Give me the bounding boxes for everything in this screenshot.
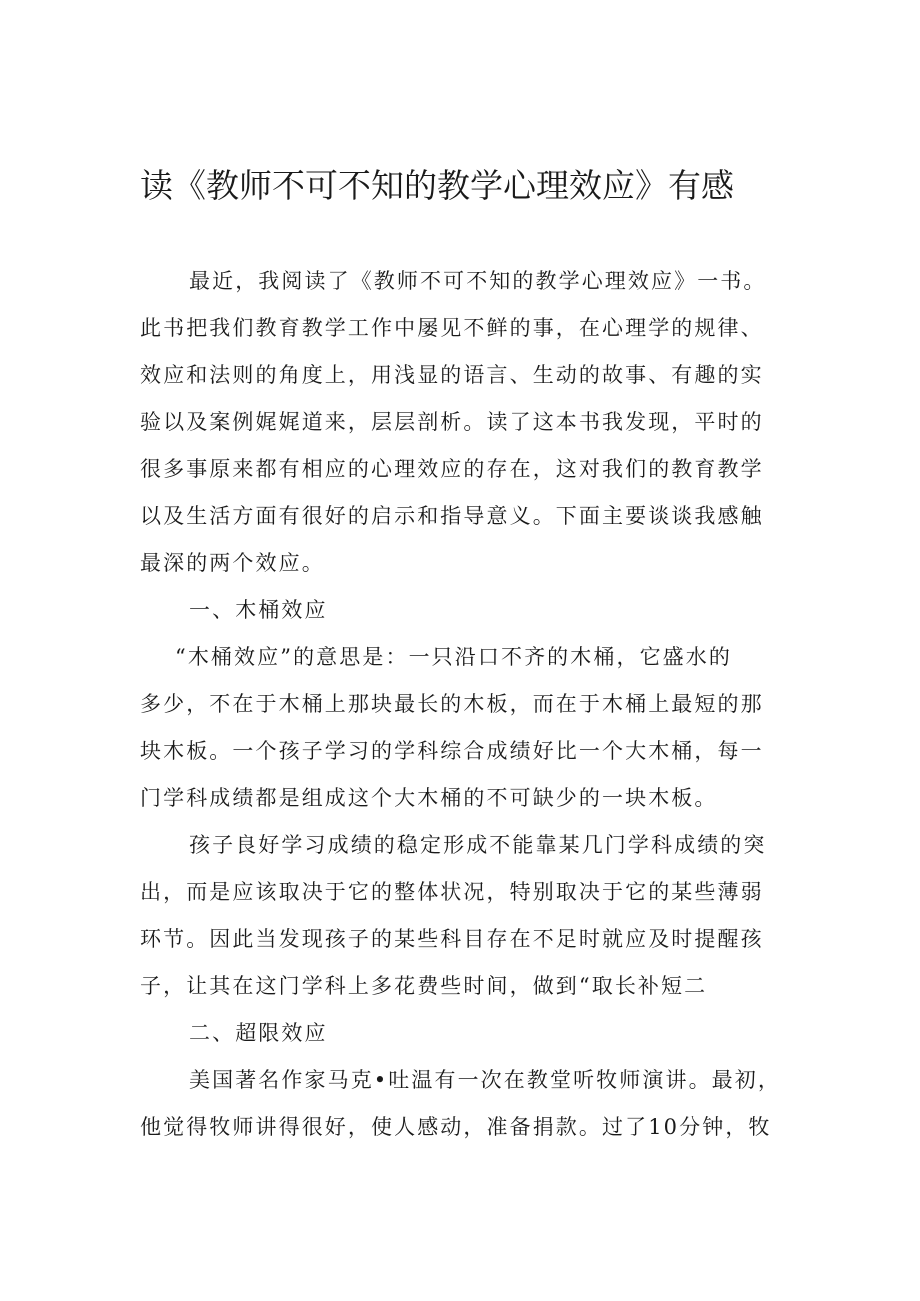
section-heading: 一、木桶效应	[189, 598, 328, 622]
paragraph-line: 很多事原来都有相应的心理效应的存在，这对我们的教育教学	[140, 457, 764, 481]
paragraph-line: 美国著名作家马克•吐温有一次在教堂听牧师演讲。最初，	[189, 1068, 781, 1092]
paragraph-line: 以及生活方面有很好的启示和指导意义。下面主要谈谈我感触	[140, 504, 764, 528]
paragraph-line: 多少，不在于木桶上那块最长的木板，而在于木桶上最短的那	[140, 692, 764, 716]
paragraph-line: 最近，我阅读了《教师不可不知的教学心理效应》一书。	[189, 269, 767, 293]
paragraph-line: 块木板。一个孩子学习的学科综合成绩好比一个大木桶，每一	[140, 739, 764, 763]
paragraph-line: 最深的两个效应。	[140, 551, 325, 575]
paragraph-line: 门学科成绩都是组成这个大木桶的不可缺少的一块木板。	[140, 786, 718, 810]
paragraph-line: 出，而是应该取决于它的整体状况，特别取决于它的某些薄弱	[140, 880, 764, 904]
document-title: 读《教师不可不知的教学心理效应》有感	[140, 166, 734, 205]
paragraph-line: 验以及案例娓娓道来，层层剖析。读了这本书我发现，平时的	[140, 410, 764, 434]
paragraph-line: 效应和法则的角度上，用浅显的语言、生动的故事、有趣的实	[140, 363, 764, 387]
section-heading: 二、超限效应	[189, 1021, 328, 1045]
paragraph-line: 子，让其在这门学科上多花费些时间，做到“取长补短二	[140, 974, 708, 998]
paragraph-line: 环节。因此当发现孩子的某些科目存在不足时就应及时提醒孩	[140, 927, 764, 951]
paragraph-line: 孩子良好学习成绩的稳定形成不能靠某几门学科成绩的突	[189, 833, 767, 857]
paragraph-line: “木桶效应”的意思是：一只沿口不齐的木桶，它盛水的	[175, 645, 732, 669]
paragraph-line: 他觉得牧师讲得很好，使人感动，准备捐款。过了10分钟，牧	[140, 1115, 772, 1139]
paragraph-line: 此书把我们教育教学工作中屡见不鲜的事，在心理学的规律、	[140, 316, 764, 340]
